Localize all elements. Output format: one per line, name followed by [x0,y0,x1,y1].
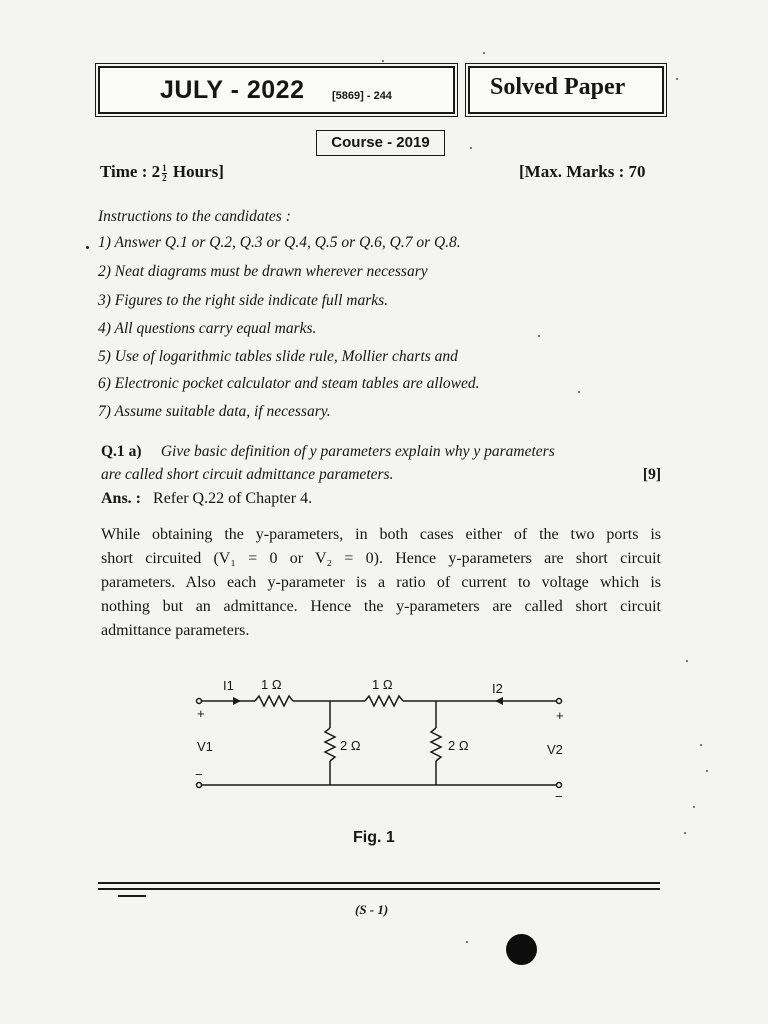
terminal-1-plus [197,699,202,704]
shunt-resistor-1 [325,728,335,761]
footer-rule-bottom [98,888,660,890]
question-text-line2: are called short circuit admittance parameters. [101,466,394,483]
scan-speck [538,335,540,337]
answer-reference [101,490,312,508]
label-r-series-2: 1 Ω [372,677,393,692]
answer-label: Ans. : [101,490,142,507]
exam-time [100,162,224,183]
current-i1-arrow-icon [233,697,241,705]
paper-month-year: JULY - 2022 [160,76,305,104]
answer-line: short circuited (V₁ = 0 or V₂ = 0). Hence y-parameters are short circuit [101,550,661,567]
label-plus-2: + [556,708,564,723]
current-i2-arrow-icon [495,697,503,705]
scan-speck [382,60,384,62]
instruction-item: 4) All questions carry equal marks. [98,320,317,337]
answer-line: admittance parameters. [101,622,250,639]
series-resistor-1 [255,696,293,706]
answer-paragraph [101,523,661,643]
solved-paper-label: Solved Paper [490,74,626,100]
answer-line: parameters. Also each y-parameter is a ratio of current to voltage which is [101,574,661,591]
terminal-2-minus [557,783,562,788]
figure-caption: Fig. 1 [353,829,395,846]
ink-blot [506,934,537,965]
terminal-2-plus [557,699,562,704]
time-unit: Hours] [172,162,224,181]
scan-speck [706,770,708,772]
question-1a [101,440,661,486]
question-number: Q.1 [101,443,125,460]
label-i2: I2 [492,681,503,696]
scan-speck [466,941,468,943]
scan-speck [700,744,702,746]
instruction-item: 1) Answer Q.1 or Q.2, Q.3 or Q.4, Q.5 or Q.6, Q.7 or Q.8. [98,234,461,251]
footer-rule-dash [118,895,146,897]
circuit-diagram [185,668,585,808]
scan-speck [686,660,688,662]
solved-paper-box [468,66,664,114]
course-label: Course - 2019 [316,130,445,156]
label-r-series-1: 1 Ω [261,677,282,692]
scan-speck [676,78,678,80]
label-plus-1: + [197,706,205,721]
question-part: a) [128,443,142,460]
label-minus-2: − [555,789,563,804]
series-resistor-2 [365,696,403,706]
scan-speck [470,147,472,149]
scan-speck [578,391,580,393]
label-v2: V2 [547,742,563,757]
question-text-line1: Give basic definition of y parameters explain why y parameters [160,443,555,460]
label-i1: I1 [223,678,234,693]
terminal-1-minus [197,783,202,788]
label-minus-1: − [195,767,203,782]
question-marks: [9] [642,466,661,483]
instruction-item: 2) Neat diagrams must be drawn wherever necessary [98,263,428,280]
margin-dot [86,246,89,249]
answer-line: While obtaining the y-parameters, in both cases either of the two ports is [101,526,661,543]
label-r-shunt-1: 2 Ω [340,738,361,753]
scan-speck [693,806,695,808]
time-fraction [162,164,167,183]
time-label: Time : 2 [100,162,161,181]
scan-speck [684,832,686,834]
instruction-item: 6) Electronic pocket calculator and steam tables are allowed. [98,375,480,392]
answer-line: nothing but an admittance. Hence the y-parameters are called short circuit [101,598,661,615]
scan-speck [483,52,485,54]
answer-ref-text: Refer Q.22 of Chapter 4. [153,490,313,507]
footer-rule-top [98,882,660,884]
label-v1: V1 [197,739,213,754]
instruction-item: 5) Use of logarithmic tables slide rule, Mollier charts and [98,348,458,365]
shunt-resistor-2 [431,728,441,761]
time-fraction-num: 1 [162,162,167,173]
label-r-shunt-2: 2 Ω [448,738,469,753]
instructions-heading: Instructions to the candidates : [98,208,291,225]
max-marks: [Max. Marks : 70 [519,162,646,181]
time-fraction-den: 2 [162,172,167,183]
instruction-item: 7) Assume suitable data, if necessary. [98,403,331,420]
paper-code: [5869] - 244 [332,90,392,102]
page-number: (S - 1) [355,902,389,917]
header-title-box [98,66,455,114]
instruction-item: 3) Figures to the right side indicate full marks. [98,292,389,309]
